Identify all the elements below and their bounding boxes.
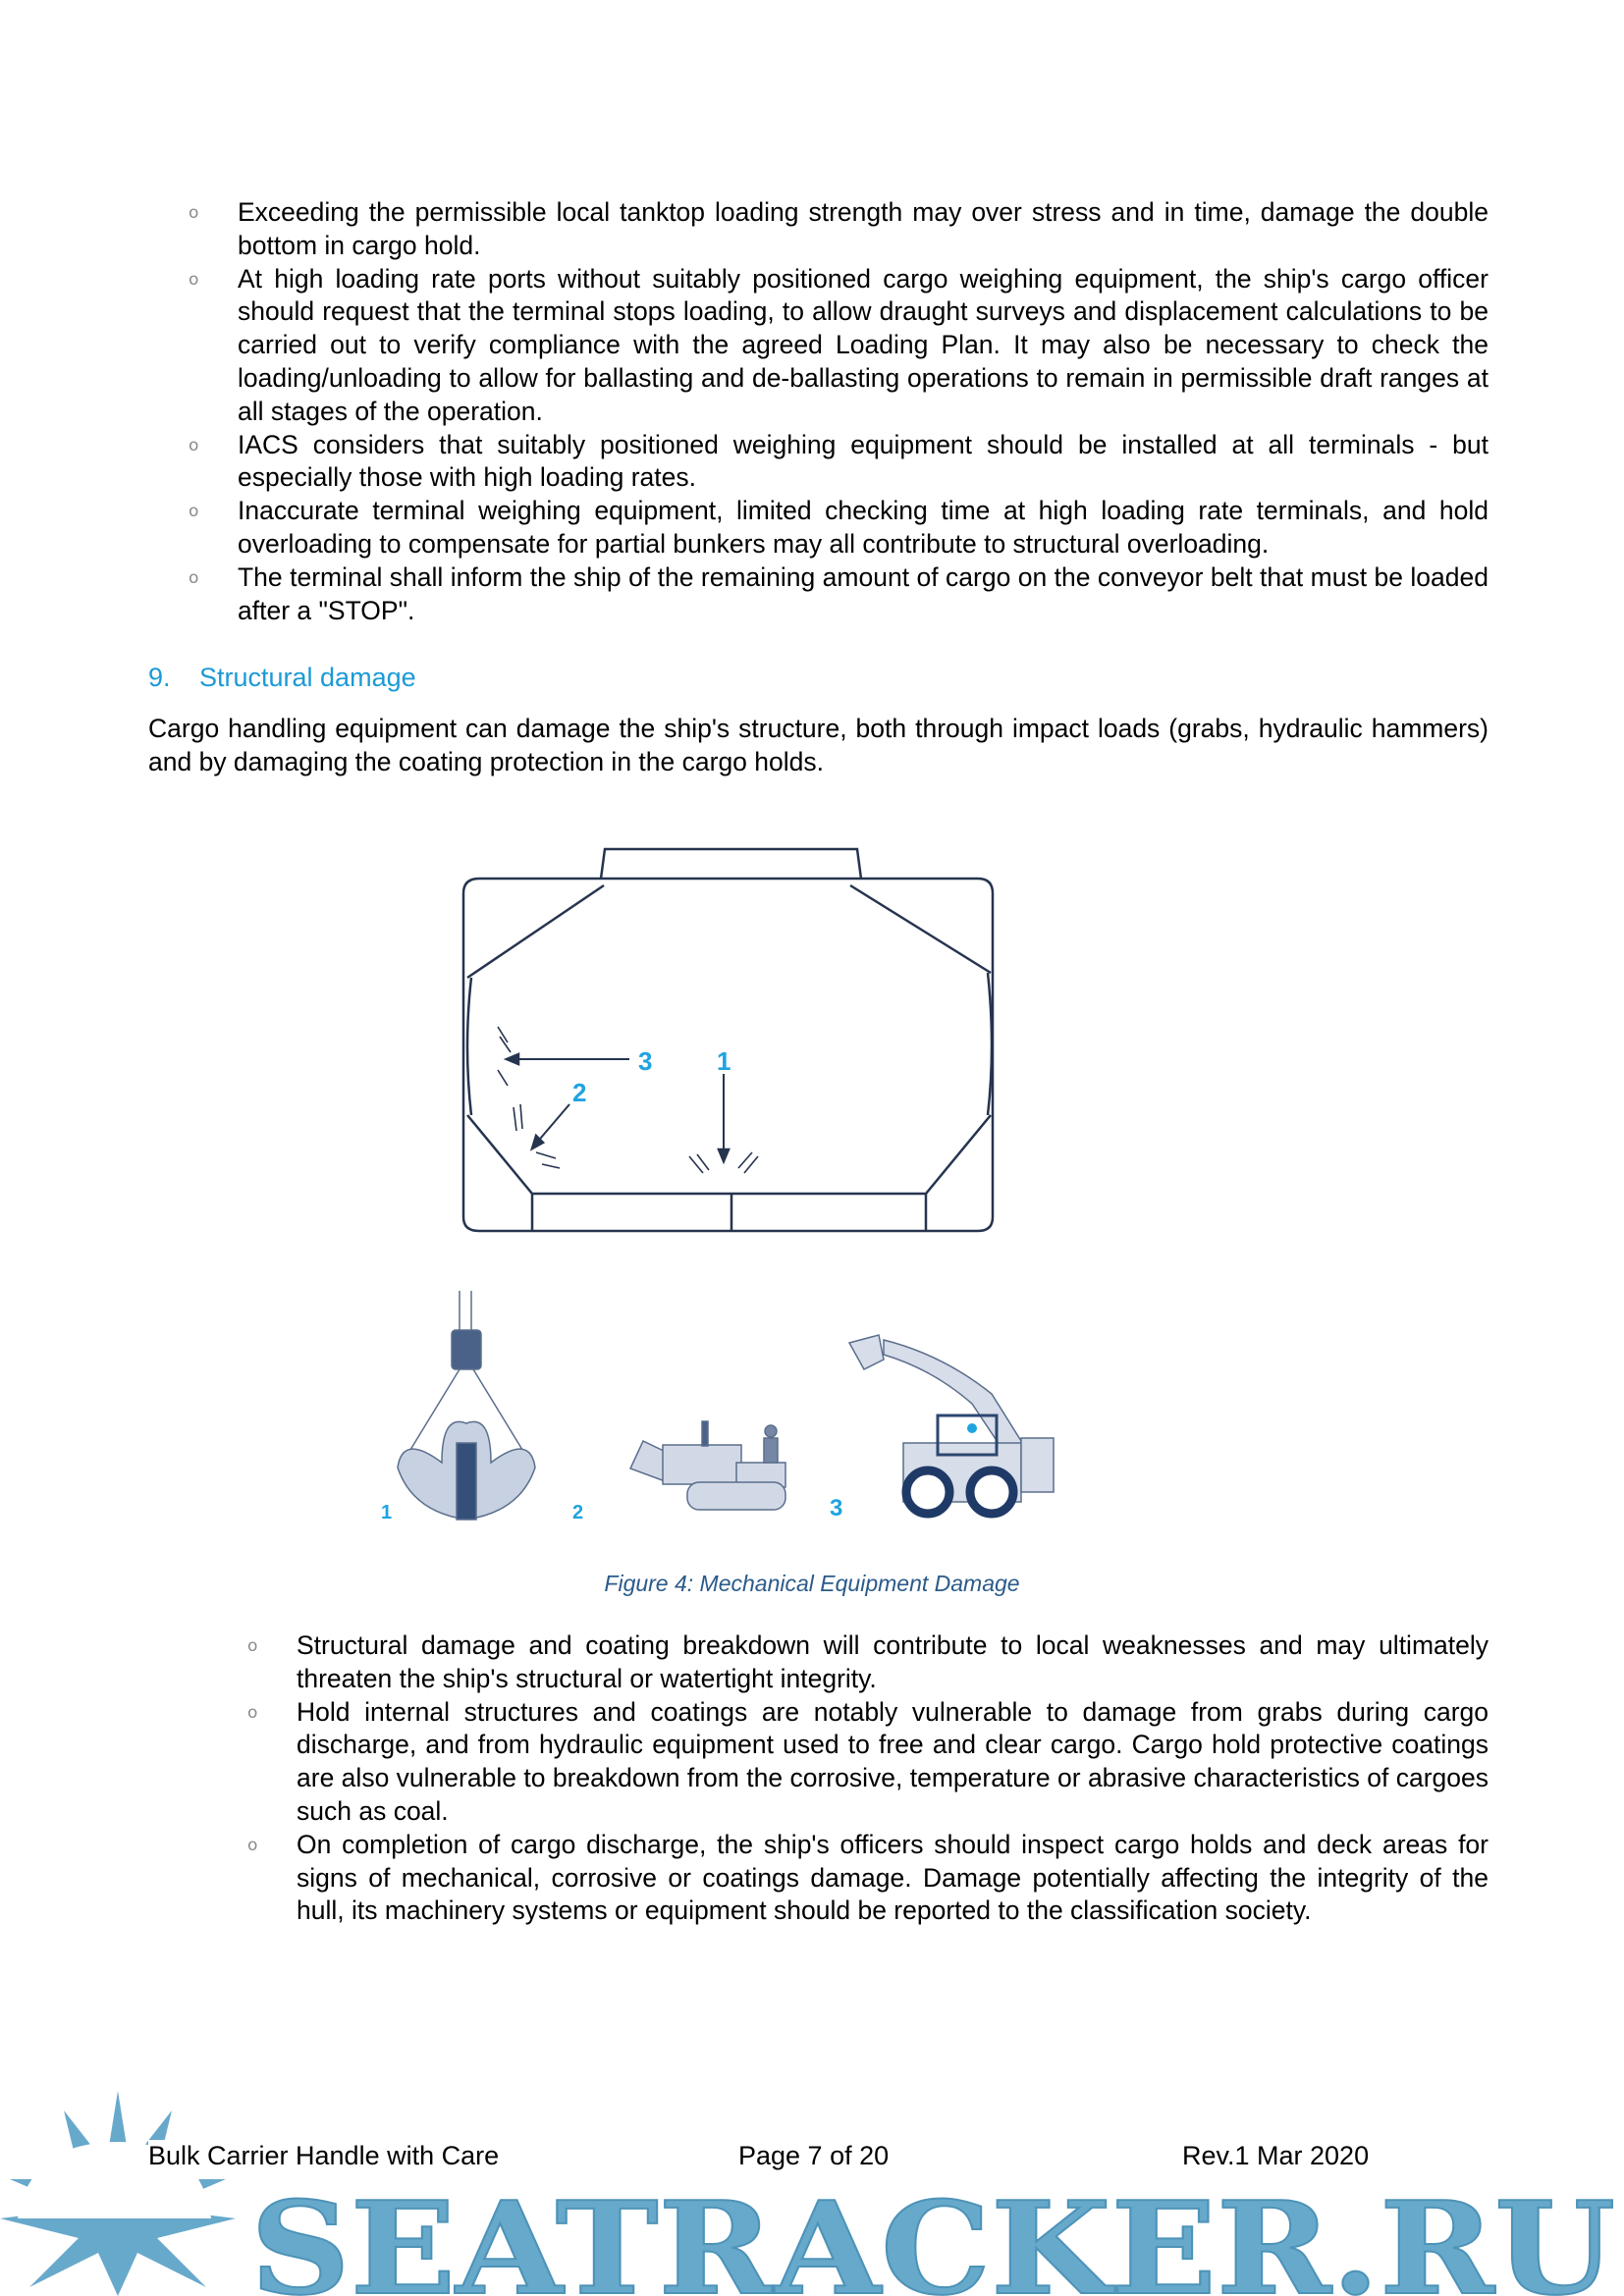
bullet-icon: o	[247, 1702, 258, 1723]
list-item	[189, 263, 1489, 429]
figure-mechanical-damage	[373, 834, 1218, 1541]
section-number: 9.	[148, 663, 171, 692]
figure-caption: Figure 4: Mechanical Equipment Damage	[604, 1571, 1020, 1596]
loader-illustration	[849, 1335, 1054, 1514]
list-item-text: Structural damage and coating breakdown will contribute to local weaknesses and may ultimately threaten the ship's structural or watertight integrity.	[297, 1630, 1489, 1693]
grab-illustration	[398, 1291, 535, 1520]
list-item	[247, 1696, 1489, 1829]
hold-label-1: 1	[717, 1046, 731, 1076]
list-item	[189, 196, 1489, 263]
footer-revision: Rev.1 Mar 2020	[1182, 2141, 1370, 2170]
watermark-text: SEATRACKER.RU	[250, 2173, 1615, 2296]
list-item-text: Exceeding the permissible local tanktop loading strength may over stress and in time, damage the double bottom in cargo hold.	[238, 197, 1489, 260]
list-item	[247, 1829, 1489, 1928]
list-item-text: At high loading rate ports without suitably positioned cargo weighing equipment, the ship's cargo officer should request that the terminal stops loading, to allow draught surveys and displacement calculations to be carried out to verify compliance with the agreed Loading Plan. It may also be necessary to check the loading/unloading to allow for ballasting and de-ballasting operations to remain in permissible draft ranges at all stages of the operation.	[238, 263, 1489, 426]
bullet-list-loading	[189, 196, 1489, 627]
bullet-icon: o	[247, 1636, 258, 1656]
list-item	[247, 1629, 1489, 1696]
list-item-text: Hold internal structures and coatings are notably vulnerable to damage from grabs during cargo discharge, and from hydraulic equipment used to free and clear cargo. Cargo hold protective coatings are also vulnerable to breakdown from the corrosive, temperature or abrasive characteristics of cargoes such as coal.	[297, 1696, 1489, 1826]
section-heading	[148, 663, 416, 693]
footer-title: Bulk Carrier Handle with Care	[148, 2141, 500, 2170]
hold-label-3: 3	[638, 1046, 653, 1076]
list-item-text: Inaccurate terminal weighing equipment, limited checking time at high loading rate terminals, and hold overloading to compensate for partial bunkers may all contribute to structural overloading.	[238, 496, 1489, 559]
footer-page-number: Page 7 of 20	[738, 2141, 890, 2170]
bullet-icon: o	[189, 502, 199, 522]
sun-icon	[0, 2091, 236, 2296]
list-item	[189, 495, 1489, 561]
list-item-text: The terminal shall inform the ship of the remaining amount of cargo on the conveyor belt that must be loaded after a "STOP".	[238, 561, 1489, 625]
bullet-icon: o	[189, 203, 199, 223]
watermark-logo	[0, 2071, 1624, 2296]
hold-label-2: 2	[572, 1078, 587, 1107]
equipment-label-2: 2	[572, 1502, 584, 1523]
equipment-label-1: 1	[381, 1502, 393, 1523]
section-title: Structural damage	[199, 663, 416, 692]
bullet-icon: o	[189, 435, 199, 455]
list-item-text: On completion of cargo discharge, the ship's officers should inspect cargo holds and deck areas for signs of mechanical, corrosive or coatings damage. Damage potentially affecting the integrity of the hull, its machinery systems or equipment should be reported to the classification society.	[297, 1829, 1489, 1926]
bullet-icon: o	[247, 1835, 258, 1855]
bullet-icon: o	[189, 269, 199, 290]
cargo-hold-diagram	[463, 849, 993, 1231]
bullet-icon: o	[189, 567, 199, 588]
equipment-label-3: 3	[830, 1495, 843, 1522]
list-item	[189, 429, 1489, 496]
list-item	[189, 561, 1489, 628]
bullet-list-damage	[247, 1629, 1489, 1928]
bulldozer-illustration	[630, 1421, 785, 1510]
intro-paragraph: Cargo handling equipment can damage the ship's structure, both through impact loads (grabs, hydraulic hammers) and by damaging the coating protection in the cargo holds.	[148, 714, 1489, 776]
list-item-text: IACS considers that suitably positioned weighing equipment should be installed at all terminals - but especially those with high loading rates.	[238, 429, 1489, 493]
